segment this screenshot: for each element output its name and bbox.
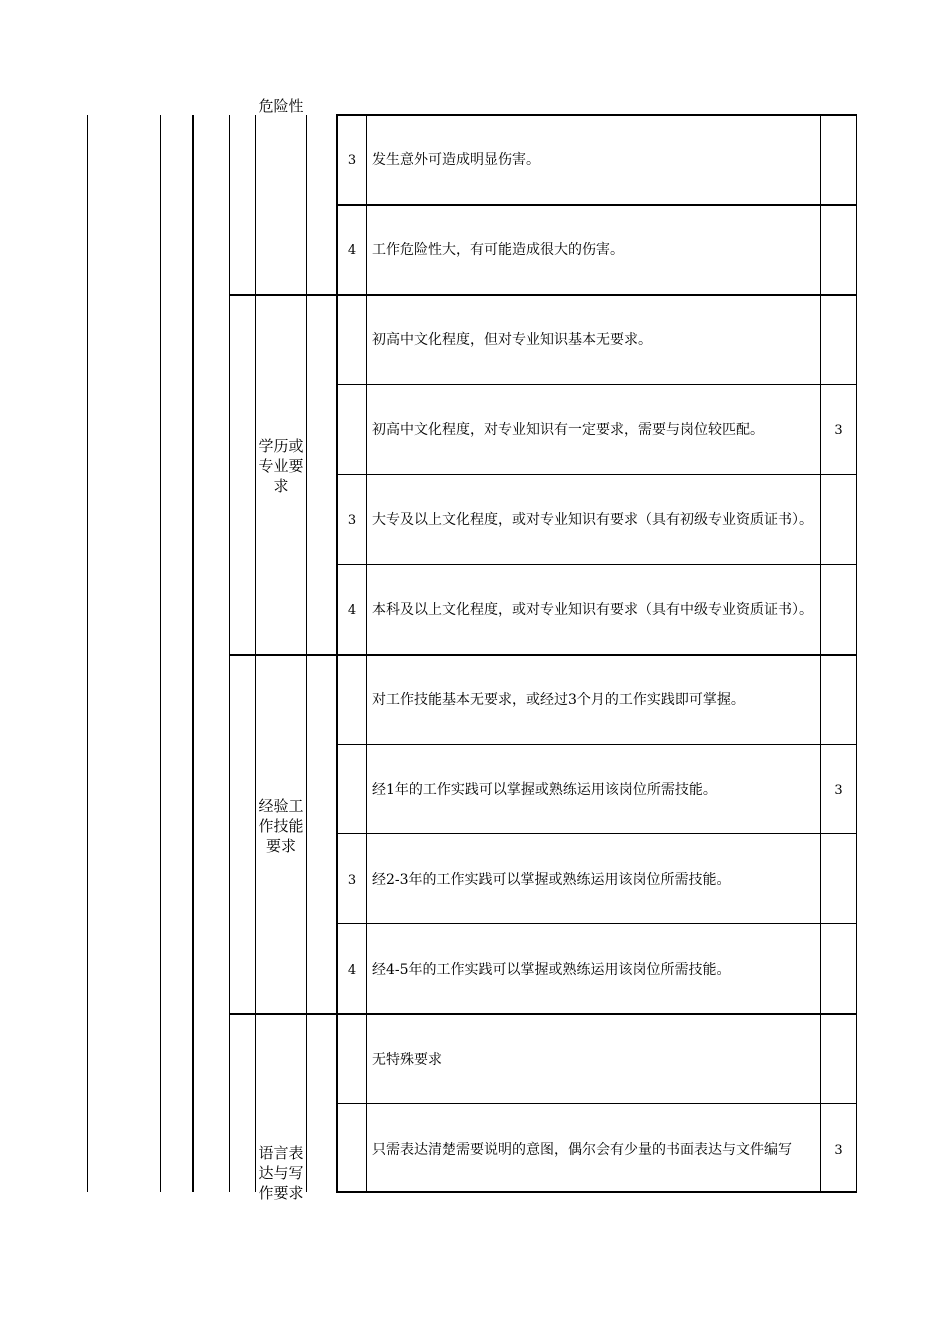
horizontal-line	[336, 384, 857, 385]
score-cell	[821, 925, 856, 1015]
horizontal-line	[336, 204, 857, 206]
vertical-line	[87, 115, 88, 1192]
score-cell	[821, 475, 856, 565]
score-cell	[821, 565, 856, 655]
horizontal-line	[336, 474, 857, 475]
horizontal-line	[336, 833, 857, 834]
horizontal-line	[336, 1191, 857, 1193]
horizontal-line	[229, 654, 857, 656]
score-cell	[821, 655, 856, 745]
level-cell: 3	[347, 152, 357, 168]
factor-label-language: 语言表达与写作要求	[258, 1144, 304, 1202]
score-cell	[821, 295, 856, 385]
level-cell	[338, 295, 366, 385]
description-cell: 经4-5年的工作实践可以掌握或熟练运用该岗位所需技能。	[372, 962, 731, 978]
level-cell	[338, 1015, 366, 1105]
description-cell: 经2-3年的工作实践可以掌握或熟练运用该岗位所需技能。	[372, 872, 731, 888]
description-cell: 对工作技能基本无要求，或经过3个月的工作实践即可掌握。	[372, 692, 745, 708]
level-cell: 4	[347, 602, 357, 618]
level-cell	[338, 1105, 366, 1195]
score-cell	[821, 205, 856, 295]
vertical-line	[192, 115, 194, 1192]
score-cell: 3	[834, 782, 843, 798]
level-cell: 3	[347, 872, 357, 888]
level-cell: 3	[347, 512, 357, 528]
vertical-line	[160, 115, 161, 1192]
level-cell: 4	[347, 242, 357, 258]
description-cell: 发生意外可造成明显伤害。	[372, 152, 540, 168]
description-cell: 无特殊要求	[372, 1052, 442, 1068]
horizontal-line	[229, 1013, 857, 1015]
level-cell	[338, 655, 366, 745]
score-cell	[821, 1015, 856, 1105]
factor-label-danger: 危险性	[258, 97, 304, 115]
horizontal-line	[336, 744, 857, 745]
description-cell: 只需表达清楚需要说明的意图，偶尔会有少量的书面表达与文件编写	[372, 1142, 792, 1158]
description-cell: 初高中文化程度，对专业知识有一定要求，需要与岗位较匹配。	[372, 422, 764, 438]
factor-label-education: 学历或专业要求	[258, 437, 304, 495]
horizontal-line	[229, 294, 857, 296]
description-cell: 经1年的工作实践可以掌握或熟练运用该岗位所需技能。	[372, 782, 717, 798]
description-cell: 工作危险性大，有可能造成很大的伤害。	[372, 242, 624, 258]
score-cell	[821, 115, 856, 205]
description-cell: 初高中文化程度，但对专业知识基本无要求。	[372, 332, 652, 348]
score-cell: 3	[834, 1142, 843, 1158]
horizontal-line	[336, 1103, 857, 1104]
horizontal-line	[336, 114, 857, 116]
level-cell: 4	[347, 962, 357, 978]
score-cell	[821, 835, 856, 925]
level-cell	[338, 385, 366, 475]
factor-label-experience: 经验工作技能要求	[258, 797, 304, 855]
description-cell: 大专及以上文化程度，或对专业知识有要求（具有初级专业资质证书）。	[372, 512, 813, 528]
horizontal-line	[336, 923, 857, 924]
level-cell	[338, 745, 366, 835]
horizontal-line	[336, 564, 857, 565]
description-cell: 本科及以上文化程度，或对专业知识有要求（具有中级专业资质证书）。	[372, 602, 813, 618]
score-cell: 3	[834, 422, 843, 438]
